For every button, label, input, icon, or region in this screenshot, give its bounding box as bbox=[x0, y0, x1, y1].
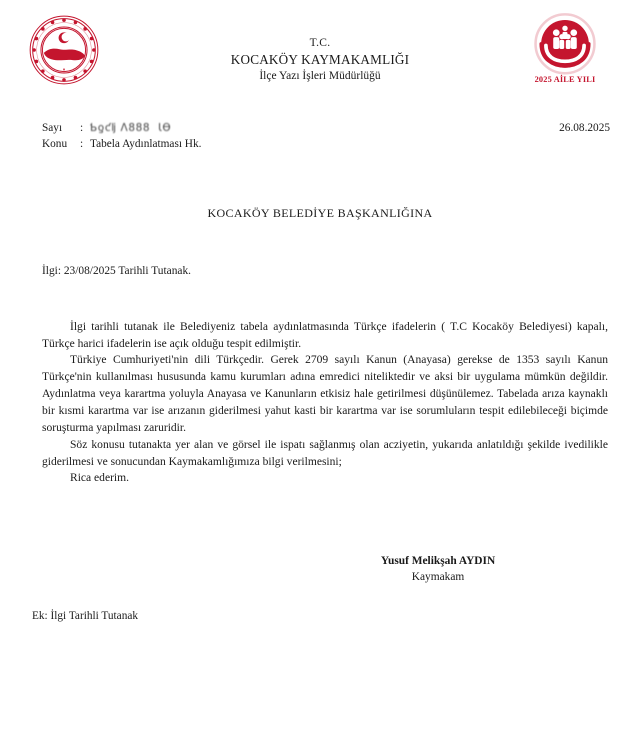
document-metadata bbox=[0, 120, 640, 153]
sayi-label: Sayı bbox=[42, 122, 63, 134]
sayi-colon: : bbox=[80, 122, 84, 134]
attachment-line: Ek: İlgi Tarihli Tutanak bbox=[32, 609, 139, 622]
sayi-row bbox=[42, 120, 610, 136]
reference-label: İlgi bbox=[42, 264, 58, 277]
reference-line bbox=[0, 265, 640, 277]
konu-colon: : bbox=[80, 138, 84, 151]
recipient-line: KOCAKÖY BELEDİYE BAŞKANLIĞINA bbox=[207, 205, 433, 220]
state-abbreviation: T.C. bbox=[309, 37, 331, 49]
body-paragraph-1: İlgi tarihli tutanak ile Belediyeniz tabela aydınlatmasında Türkçe ifadelerin ( T.C Kocaköy Belediyesi) kapalı, Türkçe harici ifadelerin ise açık olduğu tespit edilmiştir. bbox=[42, 320, 608, 350]
konu-value: Tabela Aydınlatması Hk. bbox=[90, 138, 202, 151]
organization-name: KOCAKÖY KAYMAKAMLIĞI bbox=[230, 52, 410, 68]
body-paragraph-2: Türkiye Cumhuriyeti'nin dili Türkçedir. Gerek 2709 sayılı Kanun (Anayasa) gerekse de 1353 sayılı Kanun Türkçe'nin kullanılması hususunda kamu kurumları adına emredici niteliktedir ve aksi bir uygulama mümkün değildir. Aydınlatma veya karartma yoluyla Anayasa ve Kanunların etkisiz hale getirilmesi düşünülemez. Tabelada arıza kaynaklı bir kısmi karartma var ise arızanın giderilmesi yahut kasti bir karartma var ise sorumluların tespit edilebileceği biçimde soruşturma yapılması zaruridir. bbox=[42, 354, 608, 434]
document-header bbox=[0, 0, 640, 100]
signature-block bbox=[298, 553, 640, 585]
konu-label: Konu bbox=[42, 138, 68, 151]
reference-value: 23/08/2025 Tarihli Tutanak. bbox=[63, 264, 192, 277]
document-date: 26.08.2025 bbox=[559, 122, 610, 134]
signatory-name: Yusuf Melikşah AYDIN bbox=[380, 555, 496, 568]
signatory-title: Kaymakam bbox=[411, 571, 465, 584]
reference-colon: : bbox=[57, 264, 61, 277]
family-year-caption: 2025 AİLE YILI bbox=[534, 75, 596, 85]
2025-family-year-logo-icon bbox=[525, 12, 605, 90]
body-paragraph-4: Rica ederim. bbox=[70, 472, 129, 485]
sayi-value-redacted: Ƅƍƈǉ Ʌ888 ƖƟ bbox=[90, 121, 172, 135]
body-paragraph-3: Söz konusu tutanakta yer alan ve görsel ile ispatı sağlanmış olan acziyetin, yukarıda anlatıldığı şekilde ivedilikle giderilmesi ve sonucundan Kaymakamlığımıza bilgi verilmesini; bbox=[42, 438, 608, 468]
department-name: İlçe Yazı İşleri Müdürlüğü bbox=[259, 69, 381, 82]
konu-row bbox=[42, 136, 610, 152]
document-body bbox=[0, 319, 640, 487]
